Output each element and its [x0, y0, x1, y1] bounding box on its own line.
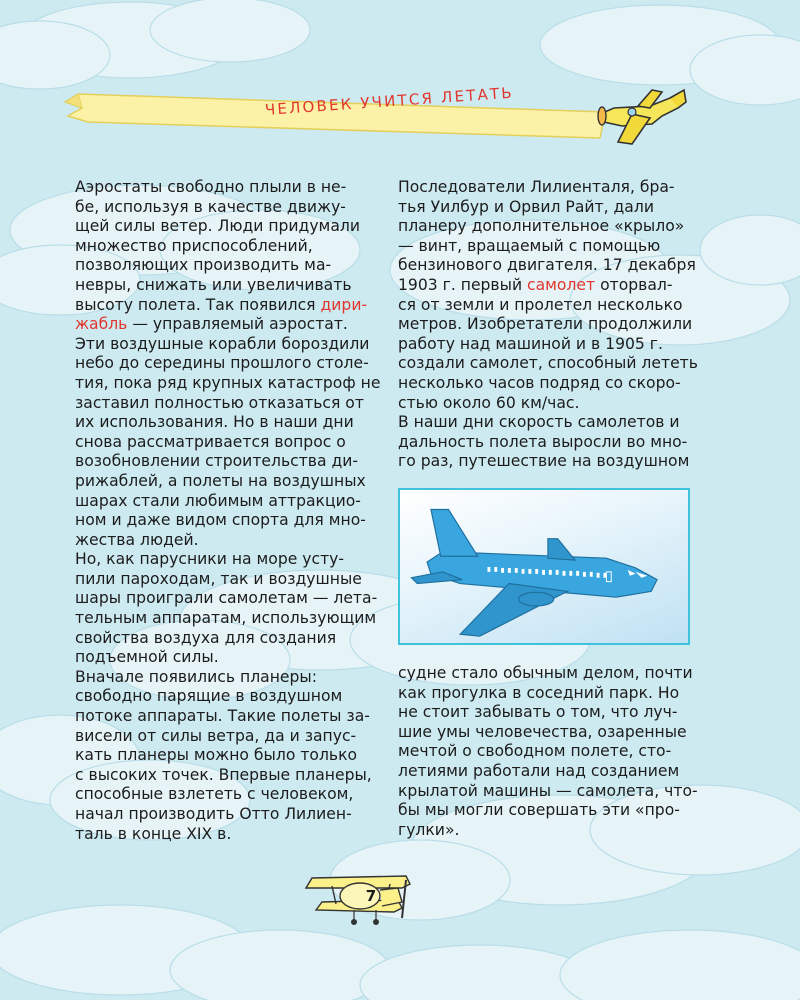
left-column-text: [75, 178, 380, 844]
right-column-bottom-text: судне стало обычным делом, почти как прогулка в соседний парк. Но не стоит забывать о том, что луч- шие умы человечества, озаренные мечтой о свободном полете, сто- летиями работали над созданием крылатой машины — самолета, что- бы мы могли совершать эти «про- гулки».: [398, 664, 698, 839]
left-text-part-2: — управляемый аэростат. Эти воздушные корабли бороздили небо до середины прошлого столе- тия, пока ряд крупных катастроф не заставил полностью отказаться от их использования. Но в наши дни снова рассматривается вопрос о возобновлении строительства ди- рижаблей, а полеты на воздушных шарах стали любимым аттракцио- ном и даже видом спорта для мно- жества людей. Но, как парусники на море усту- пили пароходам, так и воздушные шары проиграли самолетам — лета- тельным аппаратам, использующим свойства воздуха для создания подъемной силы. Вначале появились планеры: свободно парящие в воздушном потоке аппараты. Такие полеты за- висели от силы ветра, да и запус- кать планеры можно было только с высоких точек. Впервые планеры, способные взлететь с человеком, начал производить Отто Лилиен- таль в конце XIX в.: [75, 315, 381, 843]
term-dirigible: дири- жабль: [75, 295, 368, 334]
airliner-photo: [398, 488, 690, 645]
right-text-part-2: оторвал- ся от земли и пролетел несколько метров. Изобретатели продолжили работу над машиной и в 1905 г. создали самолет, способный лететь несколько часов подряд со скоро- стью около 60 км/час. В наши дни скорость самолетов и дальность полета выросли во мно- го раз, путешествие на воздушном: [398, 275, 698, 471]
yellow-airplane-icon: [592, 84, 692, 150]
term-airplane: самолет: [527, 275, 596, 294]
right-column-top-text: [398, 178, 698, 472]
right-text-part-1: Последователи Лилиенталя, бра- тья Уилбур и Орвил Райт, дали планеру дополнительное «крыло» — винт, вращаемый с помощью бензинового двигателя. 17 декабря 1903 г. первый: [398, 178, 696, 294]
page-number: 7: [365, 887, 377, 905]
left-text-part-1: Аэростаты свободно плыли в не- бе, используя в качестве движу- щей силы ветер. Люди придумали множество приспособлений, позволяющих производить ма- невры, снижать или увеличивать высоту полета. Так появился: [75, 178, 360, 314]
section-title: ЧЕЛОВЕК УЧИТСЯ ЛЕТАТЬ: [264, 83, 515, 119]
biplane-icon: [298, 866, 418, 926]
